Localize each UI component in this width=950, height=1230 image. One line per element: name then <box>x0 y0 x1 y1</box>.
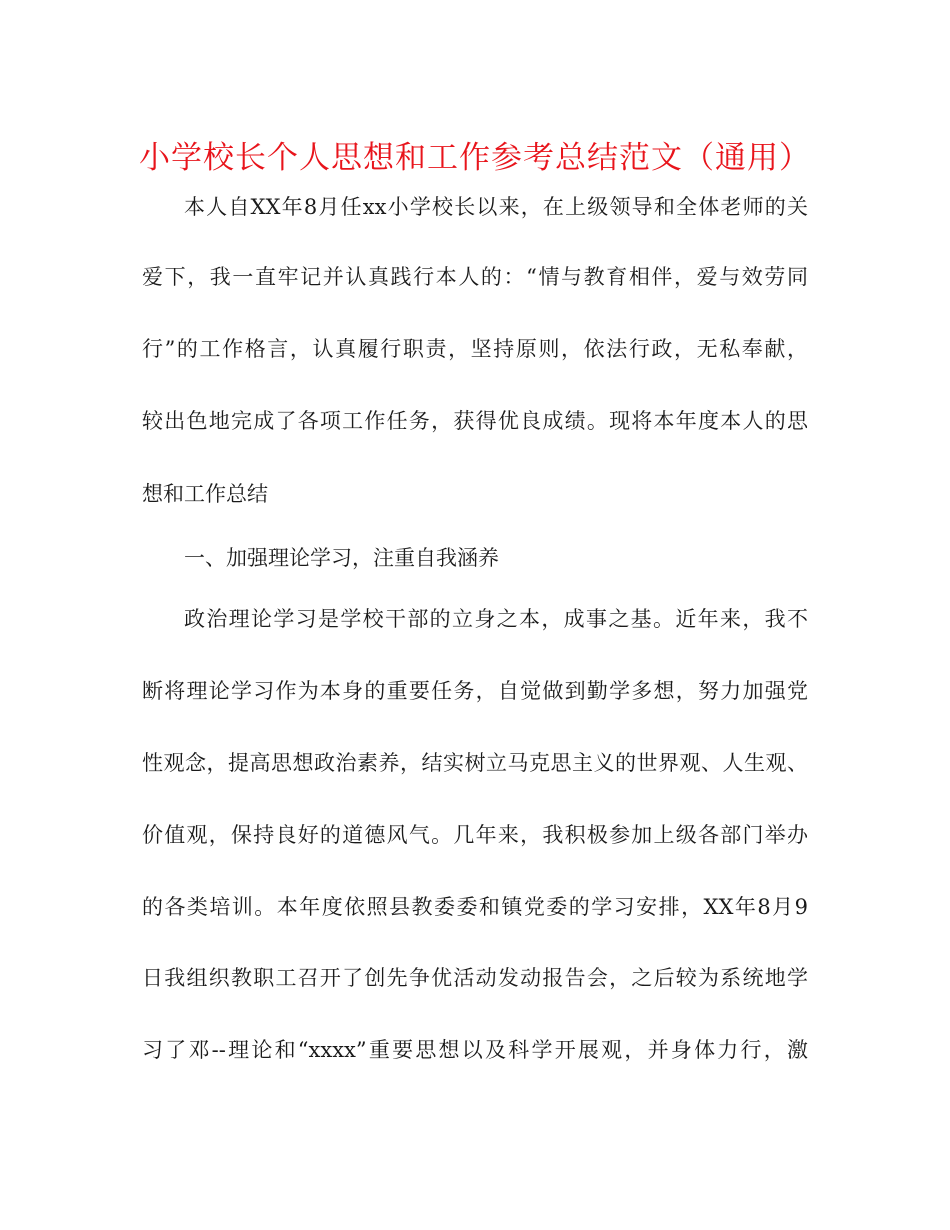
paragraph-line: 较出色地完成了各项工作任务，获得优良成绩。现将本年度本人的思 <box>142 409 808 433</box>
paragraph-line: 习了邓--理论和“xxxx”重要思想以及科学开展观，并身体力行，激 <box>142 1038 808 1062</box>
paragraph-line: 爱下，我一直牢记并认真践行本人的：“情与教育相伴，爱与效劳同 <box>142 265 808 289</box>
paragraph-line: 的各类培训。本年度依照县教委委和镇党委的学习安排，XX年8月9 <box>142 895 808 919</box>
paragraph-line: 日我组织教职工召开了创先争优活动发动报告会，之后较为系统地学 <box>142 966 808 990</box>
paragraph-line: 断将理论学习作为本身的重要任务，自觉做到勤学多想，努力加强党 <box>142 679 808 703</box>
paragraph-line: 性观念，提高思想政治素养，结实树立马克思主义的世界观、人生观、 <box>142 751 808 775</box>
paragraph-line: 价值观，保持良好的道德风气。几年来，我积极参加上级各部门举办 <box>142 823 808 847</box>
paragraph-line: 想和工作总结 <box>142 482 268 506</box>
paragraph-line: 行”的工作格言，认真履行职责，坚持原则，依法行政，无私奉献， <box>142 337 808 361</box>
section-heading: 一、加强理论学习，注重自我涵养 <box>184 546 499 570</box>
paragraph-line: 政治理论学习是学校干部的立身之本，成事之基。近年来，我不 <box>184 607 808 631</box>
document-title: 小学校长个人思想和工作参考总结范文（通用） <box>139 140 811 176</box>
paragraph-line: 本人自XX年8月任xx小学校长以来，在上级领导和全体老师的关 <box>184 195 808 219</box>
